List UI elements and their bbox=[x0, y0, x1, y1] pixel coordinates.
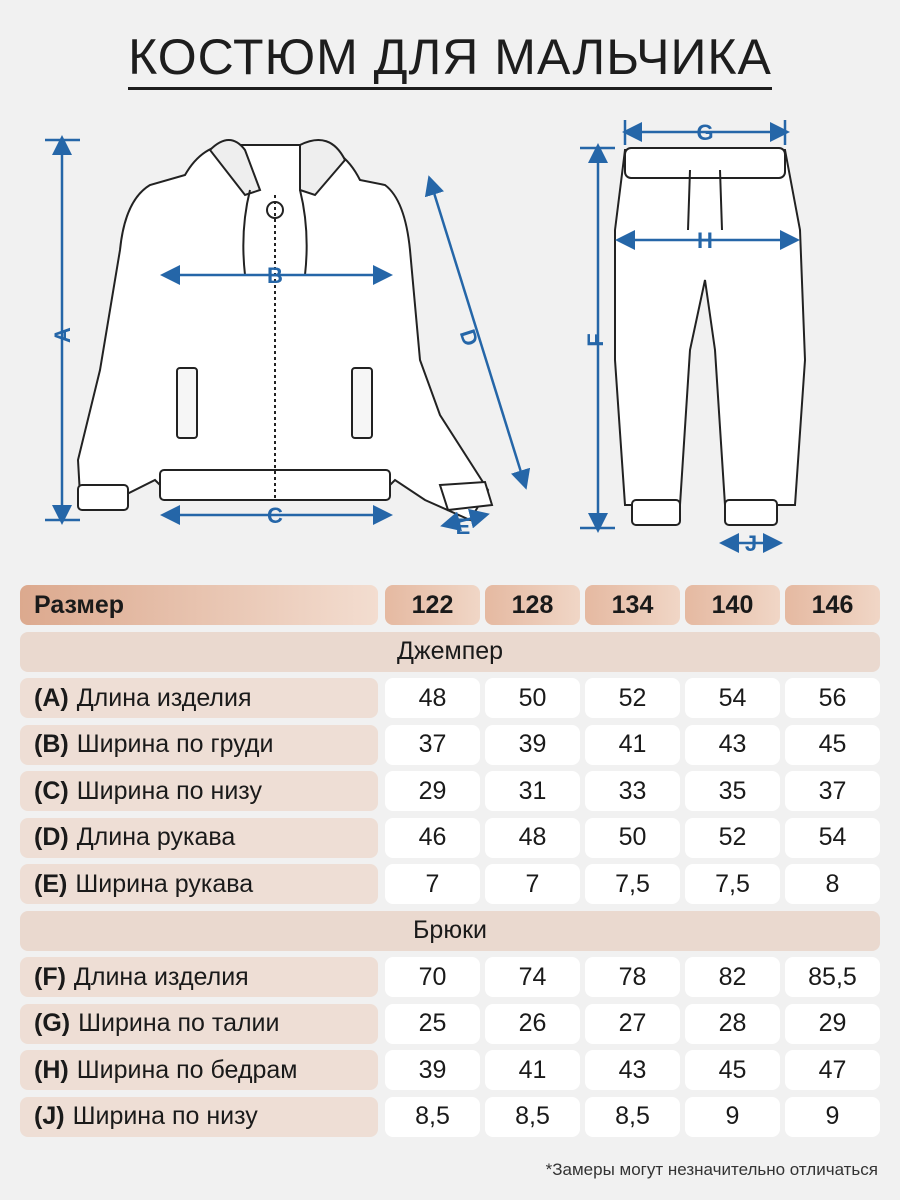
table-row bbox=[20, 818, 880, 858]
row-code: (E) bbox=[34, 869, 68, 898]
table-row bbox=[20, 1097, 880, 1137]
row-value: 82 bbox=[685, 957, 780, 997]
row-code: (D) bbox=[34, 823, 69, 851]
row-value: 25 bbox=[385, 1004, 480, 1044]
jacket-illustration bbox=[78, 140, 492, 520]
row-value: 46 bbox=[385, 818, 480, 858]
size-header-label: Размер bbox=[20, 585, 378, 625]
row-value: 74 bbox=[485, 957, 580, 997]
row-value: 9 bbox=[685, 1097, 780, 1137]
row-value: 70 bbox=[385, 957, 480, 997]
size-header-122: 122 bbox=[385, 585, 480, 625]
section-title: Брюки bbox=[20, 911, 880, 951]
row-label bbox=[20, 725, 378, 765]
footnote: *Замеры могут незначительно отличаться bbox=[545, 1160, 878, 1179]
row-code: (A) bbox=[34, 683, 69, 712]
table-row bbox=[20, 725, 880, 765]
row-value: 33 bbox=[585, 771, 680, 811]
row-value: 85,5 bbox=[785, 957, 880, 997]
size-header-146: 146 bbox=[785, 585, 880, 625]
row-value: 8,5 bbox=[585, 1097, 680, 1137]
row-code: (B) bbox=[34, 730, 69, 758]
row-value: 8 bbox=[785, 864, 880, 904]
row-value: 39 bbox=[485, 725, 580, 765]
size-header-row bbox=[20, 585, 880, 625]
size-header-128: 128 bbox=[485, 585, 580, 625]
dim-label-d: D bbox=[454, 326, 484, 350]
row-code: (G) bbox=[34, 1009, 71, 1037]
row-value: 78 bbox=[585, 957, 680, 997]
row-code: (F) bbox=[34, 962, 66, 991]
row-value: 8,5 bbox=[485, 1097, 580, 1137]
table-row bbox=[20, 771, 880, 811]
row-label bbox=[20, 1050, 378, 1090]
row-value: 54 bbox=[685, 678, 780, 718]
row-value: 41 bbox=[585, 725, 680, 765]
table-row bbox=[20, 957, 880, 997]
row-value: 28 bbox=[685, 1004, 780, 1044]
row-label bbox=[20, 818, 378, 858]
row-value: 7,5 bbox=[585, 864, 680, 904]
row-value: 7 bbox=[385, 864, 480, 904]
row-value: 31 bbox=[485, 771, 580, 811]
row-label bbox=[20, 1004, 378, 1044]
row-name: Длина изделия bbox=[76, 683, 252, 712]
row-value: 8,5 bbox=[385, 1097, 480, 1137]
row-value: 43 bbox=[585, 1050, 680, 1090]
row-value: 45 bbox=[685, 1050, 780, 1090]
row-label bbox=[20, 678, 378, 718]
row-value: 29 bbox=[785, 1004, 880, 1044]
dim-label-g: G bbox=[696, 120, 714, 145]
row-value: 48 bbox=[485, 818, 580, 858]
pants-illustration bbox=[615, 148, 805, 525]
table-row bbox=[20, 1004, 880, 1044]
row-label bbox=[20, 864, 378, 904]
garment-diagram bbox=[0, 110, 900, 570]
row-value: 39 bbox=[385, 1050, 480, 1090]
row-value: 52 bbox=[685, 818, 780, 858]
section-title: Джемпер bbox=[20, 632, 880, 672]
dim-label-h: H bbox=[697, 228, 713, 253]
row-name: Длина рукава bbox=[76, 823, 236, 851]
row-value: 47 bbox=[785, 1050, 880, 1090]
row-name: Ширина по груди bbox=[76, 730, 274, 758]
size-header-140: 140 bbox=[685, 585, 780, 625]
row-name: Ширина по низу bbox=[72, 1102, 258, 1130]
dim-label-j: J bbox=[744, 531, 758, 556]
row-value: 37 bbox=[785, 771, 880, 811]
row-value: 35 bbox=[685, 771, 780, 811]
dim-label-f: F bbox=[583, 333, 608, 347]
table-row bbox=[20, 678, 880, 718]
row-code: (C) bbox=[34, 776, 69, 805]
row-value: 45 bbox=[785, 725, 880, 765]
row-value: 52 bbox=[585, 678, 680, 718]
dim-label-b: B bbox=[267, 263, 283, 288]
row-value: 7,5 bbox=[685, 864, 780, 904]
row-name: Ширина рукава bbox=[75, 869, 254, 898]
size-header-134: 134 bbox=[585, 585, 680, 625]
table-row bbox=[20, 864, 880, 904]
row-value: 41 bbox=[485, 1050, 580, 1090]
row-name: Длина изделия bbox=[73, 962, 249, 991]
row-value: 56 bbox=[785, 678, 880, 718]
row-value: 9 bbox=[785, 1097, 880, 1137]
row-name: Ширина по бедрам bbox=[76, 1055, 298, 1084]
page-title: КОСТЮМ ДЛЯ МАЛЬЧИКА bbox=[0, 28, 900, 86]
row-value: 54 bbox=[785, 818, 880, 858]
row-code: (H) bbox=[34, 1055, 69, 1084]
dim-label-c: C bbox=[267, 503, 283, 528]
table-row bbox=[20, 1050, 880, 1090]
row-value: 37 bbox=[385, 725, 480, 765]
row-value: 29 bbox=[385, 771, 480, 811]
row-value: 43 bbox=[685, 725, 780, 765]
row-value: 27 bbox=[585, 1004, 680, 1044]
row-value: 48 bbox=[385, 678, 480, 718]
row-name: Ширина по талии bbox=[78, 1009, 280, 1037]
row-label bbox=[20, 957, 378, 997]
row-code: (J) bbox=[34, 1102, 65, 1130]
row-value: 50 bbox=[585, 818, 680, 858]
row-name: Ширина по низу bbox=[76, 776, 262, 805]
row-value: 50 bbox=[485, 678, 580, 718]
row-label bbox=[20, 771, 378, 811]
dim-label-a: A bbox=[50, 327, 75, 343]
row-value: 7 bbox=[485, 864, 580, 904]
row-label bbox=[20, 1097, 378, 1137]
row-value: 26 bbox=[485, 1004, 580, 1044]
dim-label-e: E bbox=[455, 514, 471, 539]
